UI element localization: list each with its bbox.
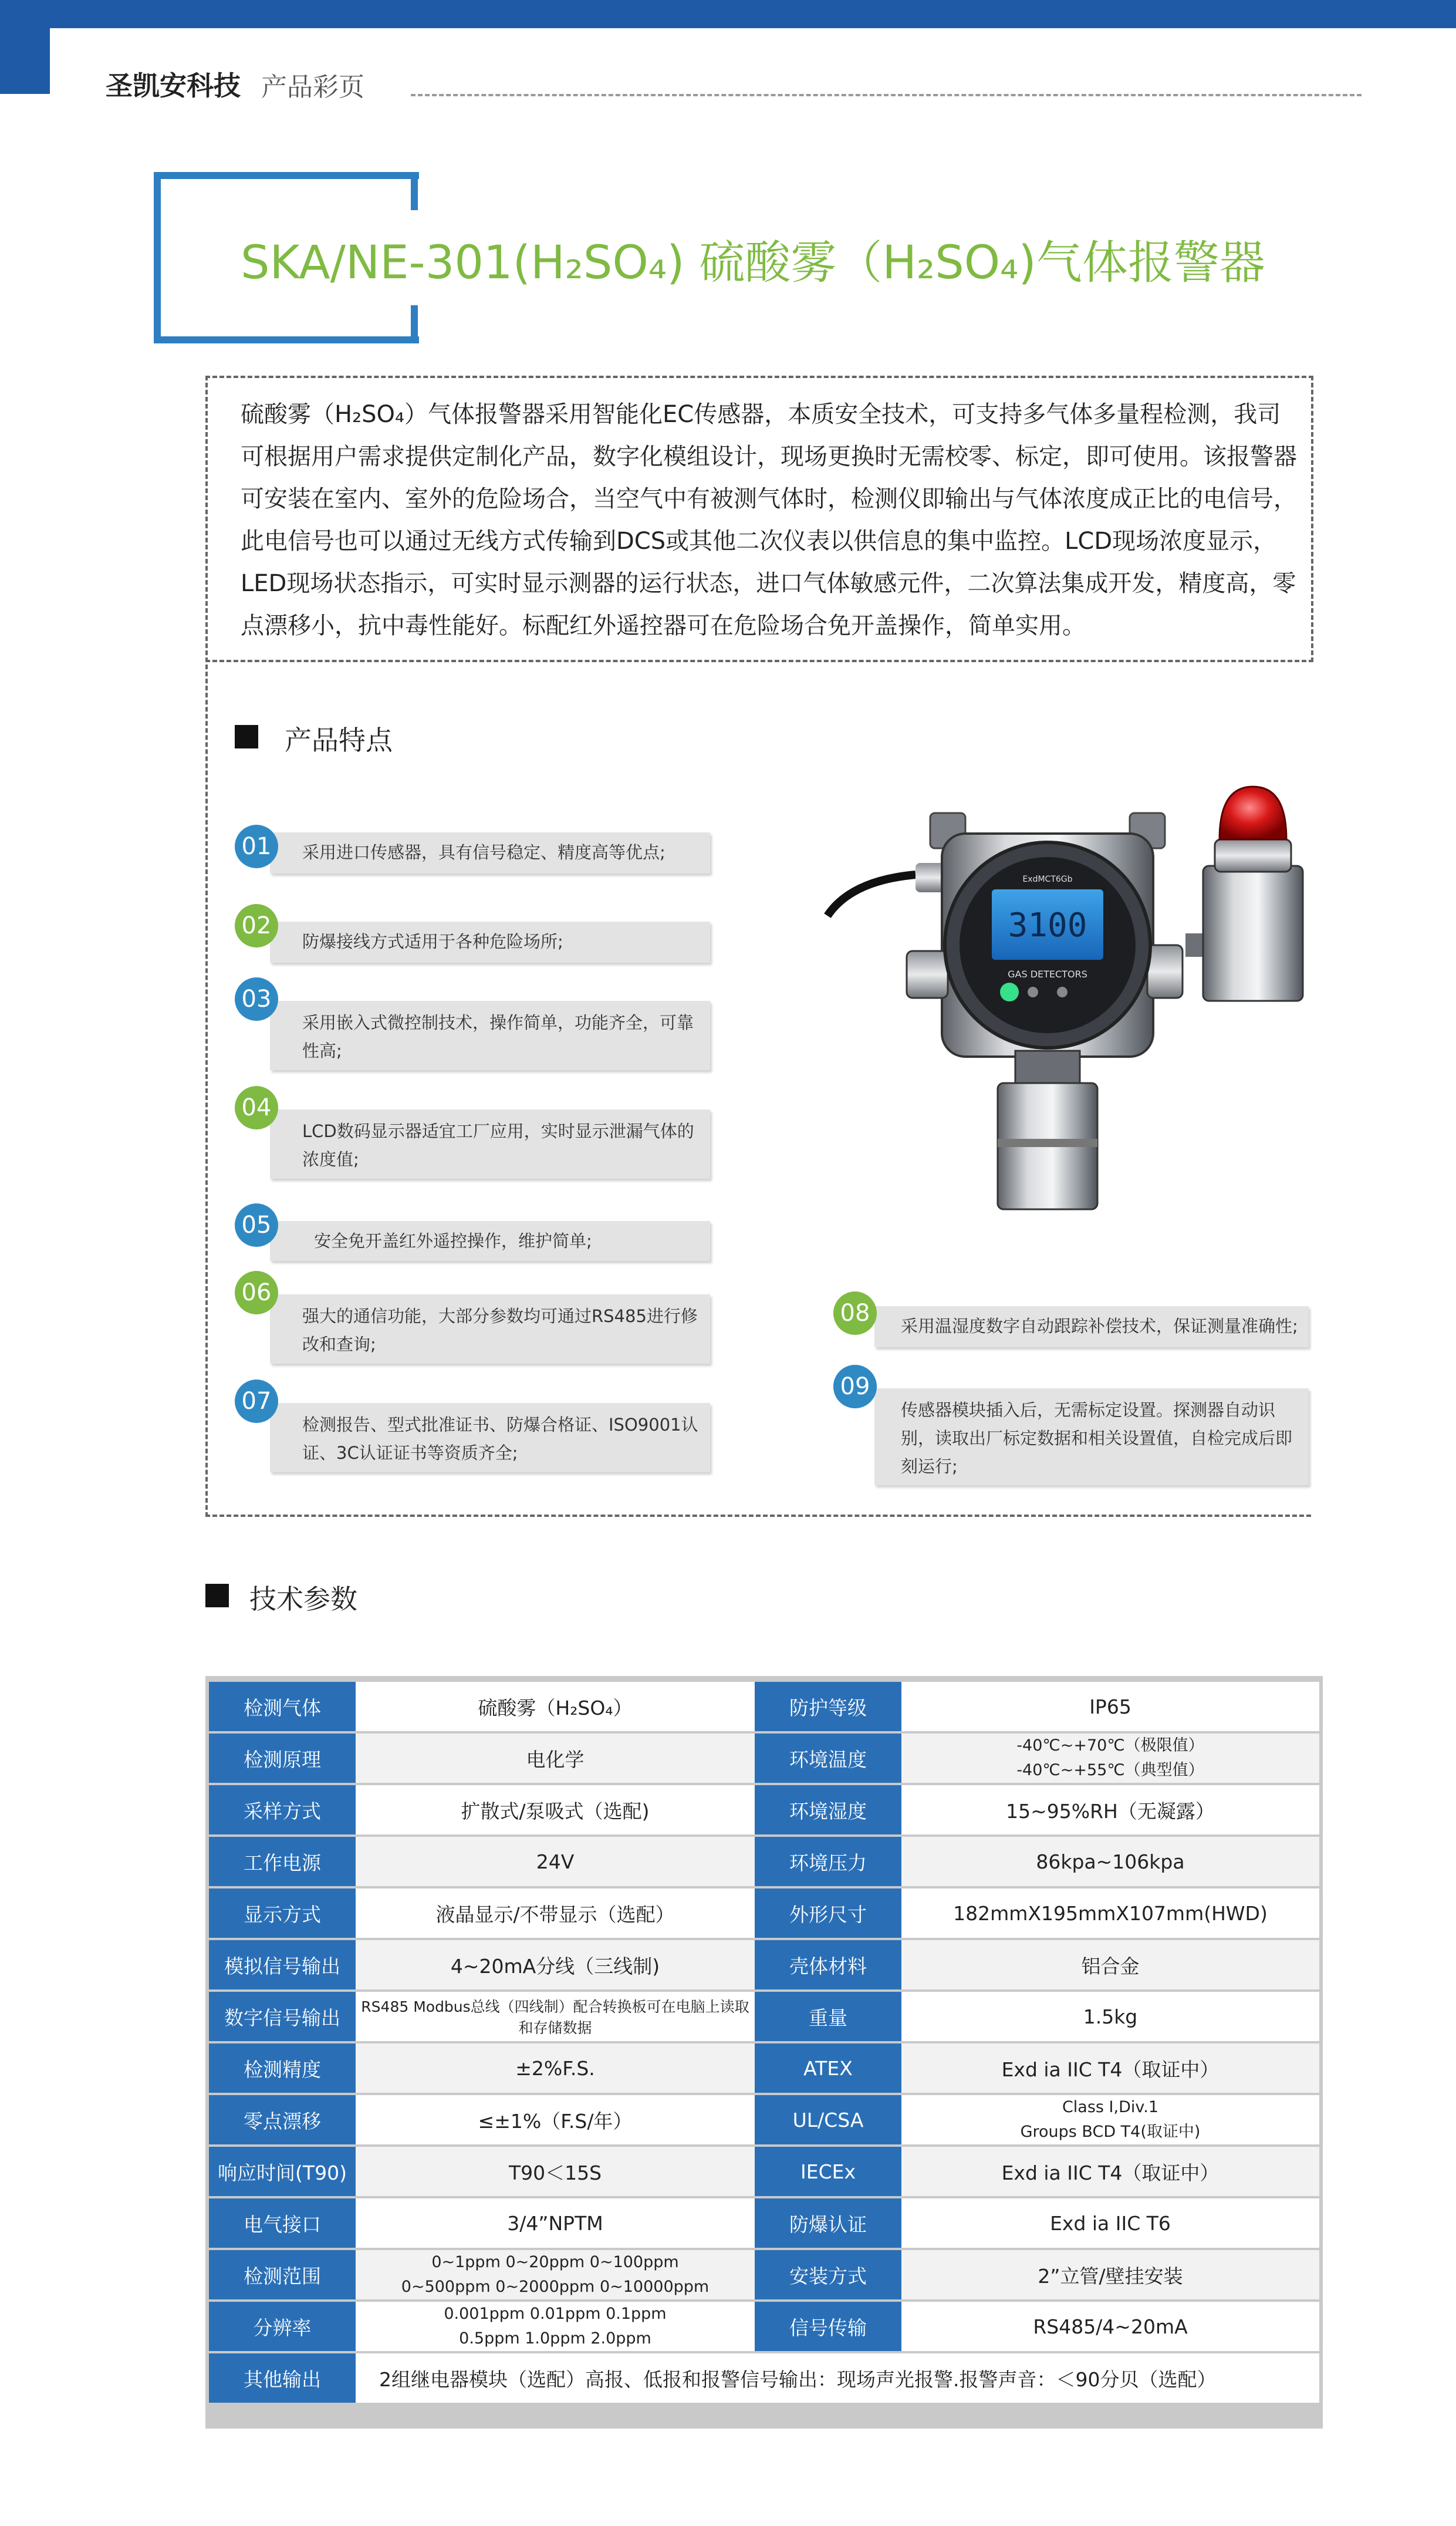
spec-key: 工作电源 <box>209 1837 356 1886</box>
spec-key: UL/CSA <box>755 2095 901 2144</box>
spec-key: 环境温度 <box>755 1734 901 1783</box>
feature-text: 安全免开盖红外遥控操作，维护简单; <box>314 1231 592 1251</box>
lcd-reading: 3100 <box>1008 906 1087 945</box>
spec-key: 重量 <box>755 1992 901 2041</box>
alarm-base <box>1203 866 1303 1001</box>
spec-value: 24V <box>356 1837 755 1886</box>
svg-text:GAS DETECTORS: GAS DETECTORS <box>1008 969 1087 980</box>
title-frame-bottom <box>154 336 419 343</box>
spec-key: 环境湿度 <box>755 1785 901 1834</box>
spec-key: 响应时间(T90) <box>209 2147 356 2196</box>
feature-text: 防爆接线方式适用于各种危险场所; <box>302 932 563 952</box>
spec-key: 环境压力 <box>755 1837 901 1886</box>
feature-number: 01 <box>235 825 278 868</box>
spec-value: Exd ia IIC T4（取证中） <box>901 2043 1319 2093</box>
spec-row <box>209 1992 1319 2041</box>
spec-row <box>209 2250 1319 2299</box>
status-led <box>1000 983 1019 1001</box>
feature-text: 采用嵌入式微控制技术，操作简单，功能齐全，可靠性高; <box>302 1013 694 1061</box>
spec-key: 检测原理 <box>209 1734 356 1783</box>
spec-row <box>209 1940 1319 1989</box>
spec-value: 1.5kg <box>901 1992 1319 2041</box>
feature-number: 02 <box>235 904 278 947</box>
spec-key: 检测精度 <box>209 2043 356 2093</box>
specs-heading: 技术参数 <box>249 1583 357 1615</box>
feature-text: 采用温湿度数字自动跟踪补偿技术，保证测量准确性; <box>901 1316 1298 1336</box>
brand-subtitle: 产品彩页 <box>261 72 364 102</box>
spec-row <box>209 1734 1319 1783</box>
intro-paragraph: 硫酸雾（H₂SO₄）气体报警器采用智能化EC传感器，本质安全技术，可支持多气体多量程检测，我司可根据用户需求提供定制化产品，数字化模组设计，现场更换时无需校零、标定，即可使用。该报警器可安装在室内、室外的危险场合，当空气中有被测气体时，检测仪即输出与气体浓度成正比的电信号，此电信号也可以通过无线方式传输到DCS或其他二次仪表以供信息的集中监控。LCD现场浓度显示，LED现场状态指示，可实时显示测器的运行状态，进口气体敏感元件，二次算法集成开发，精度高，零点漂移小，抗中毒性能好。标配红外遥控器可在危险场合免开盖操作，简单实用。 <box>241 401 1297 639</box>
spec-value: Exd ia IIC T6 <box>901 2198 1319 2248</box>
spec-key: 壳体材料 <box>755 1940 901 1989</box>
spec-value: 电化学 <box>356 1734 755 1783</box>
header-corner-block <box>0 0 50 94</box>
spec-key: 检测范围 <box>209 2250 356 2299</box>
page-title: SKA/NE-301(H₂SO₄) 硫酸雾（H₂SO₄)气体报警器 <box>241 237 1265 289</box>
spec-value: RS485/4~20mA <box>901 2302 1319 2351</box>
spec-value: RS485 Modbus总线（四线制）配合转换板可在电脑上读取和存储数据 <box>356 1992 755 2041</box>
feature-number: 09 <box>833 1365 877 1408</box>
spec-value: T90＜15S <box>356 2147 755 2196</box>
title-frame-right-top <box>411 172 418 210</box>
spec-value: 2”立管/壁挂安装 <box>901 2250 1319 2299</box>
spec-key: IECEx <box>755 2147 901 2196</box>
feature-number: 04 <box>235 1086 278 1129</box>
spec-value: IP65 <box>901 1682 1319 1731</box>
spec-row <box>209 2353 1319 2403</box>
spec-value: Exd ia IIC T4（取证中） <box>901 2147 1319 2196</box>
spec-value: Class I,Div.1 Groups BCD T4(取证中) <box>901 2095 1319 2144</box>
gas-detector-illustration <box>816 757 1320 1262</box>
svg-text:ExdMCT6Gb: ExdMCT6Gb <box>1022 875 1073 884</box>
feature-number: 03 <box>235 977 278 1021</box>
spec-key: 安装方式 <box>755 2250 901 2299</box>
spec-value: 4~20mA分线（三线制) <box>356 1940 755 1989</box>
spec-key: 外形尺寸 <box>755 1888 901 1938</box>
feature-text: 采用进口传感器，具有信号稳定、精度高等优点; <box>302 842 665 862</box>
spec-value: 硫酸雾（H₂SO₄） <box>356 1682 755 1731</box>
spec-table <box>209 1679 1319 2405</box>
feature-text: 检测报告、型式批准证书、防爆合格证、ISO9001认证、3C认证证书等资质齐全; <box>302 1415 698 1463</box>
spec-key: 其他输出 <box>209 2353 356 2403</box>
cable <box>827 875 916 916</box>
feature-text: 强大的通信功能，大部分参数均可通过RS485进行修改和查询; <box>302 1306 698 1354</box>
spec-value: 扩散式/泵吸式（选配) <box>356 1785 755 1834</box>
spec-key: 采样方式 <box>209 1785 356 1834</box>
title-frame-right-bottom <box>411 305 418 343</box>
spec-row <box>209 2198 1319 2248</box>
spec-key: 数字信号输出 <box>209 1992 356 2041</box>
feature-number: 08 <box>833 1291 877 1335</box>
spec-value: ±2%F.S. <box>356 2043 755 2093</box>
spec-value: 2组继电器模块（选配）高报、低报和报警信号输出：现场声光报警.报警声音：＜90分贝（选配） <box>356 2353 1319 2403</box>
spec-value: 15~95%RH（无凝露） <box>901 1785 1319 1834</box>
header-divider <box>411 94 1362 96</box>
spec-value: -40℃~+70℃（极限值） -40℃~+55℃（典型值） <box>901 1734 1319 1783</box>
spec-value: 液晶显示/不带显示（选配） <box>356 1888 755 1938</box>
feature-number: 06 <box>235 1271 278 1314</box>
spec-row <box>209 1682 1319 1731</box>
features-heading: 产品特点 <box>285 724 393 756</box>
features-heading-mark <box>235 725 258 748</box>
spec-key: 检测气体 <box>209 1682 356 1731</box>
spec-key: 防爆认证 <box>755 2198 901 2248</box>
spec-row <box>209 2043 1319 2093</box>
spec-key: 防护等级 <box>755 1682 901 1731</box>
spec-key: 信号传输 <box>755 2302 901 2351</box>
feature-text: LCD数码显示器适宜工厂应用，实时显示泄漏气体的浓度值; <box>302 1121 694 1169</box>
spec-row <box>209 1785 1319 1834</box>
spec-value: 86kpa~106kpa <box>901 1837 1319 1886</box>
spec-row <box>209 2302 1319 2351</box>
specs-heading-mark <box>205 1584 229 1607</box>
spec-row <box>209 2095 1319 2144</box>
spec-value: 0.001ppm 0.01ppm 0.1ppm 0.5ppm 1.0ppm 2.0ppm <box>356 2302 755 2351</box>
spec-value: 3/4”NPTM <box>356 2198 755 2248</box>
spec-key: 分辨率 <box>209 2302 356 2351</box>
spec-key: 模拟信号输出 <box>209 1940 356 1989</box>
spec-key: 显示方式 <box>209 1888 356 1938</box>
spec-row <box>209 2147 1319 2196</box>
spec-key: 电气接口 <box>209 2198 356 2248</box>
spec-row <box>209 1888 1319 1938</box>
spec-key: 零点漂移 <box>209 2095 356 2144</box>
feature-number: 07 <box>235 1380 278 1423</box>
spec-key: ATEX <box>755 2043 901 2093</box>
feature-text: 传感器模块插入后，无需标定设置。探测器自动识别，读取出厂标定数据和相关设置值，自检完成后即刻运行; <box>901 1400 1293 1476</box>
spec-value: 铝合金 <box>901 1940 1319 1989</box>
brand-name: 圣凯安科技 <box>106 70 241 102</box>
title-frame-left <box>154 172 161 343</box>
spec-table-frame <box>205 1676 1323 2429</box>
spec-value: ≤±1%（F.S/年） <box>356 2095 755 2144</box>
spec-value: 182mmX195mmX107mm(HWD) <box>901 1888 1319 1938</box>
header-bar <box>50 0 1456 28</box>
spec-row <box>209 1837 1319 1886</box>
spec-value: 0~1ppm 0~20ppm 0~100ppm 0~500ppm 0~2000ppm 0~10000ppm <box>356 2250 755 2299</box>
feature-number: 05 <box>235 1203 278 1247</box>
alarm-light <box>1219 787 1286 839</box>
title-frame-top <box>154 172 419 179</box>
